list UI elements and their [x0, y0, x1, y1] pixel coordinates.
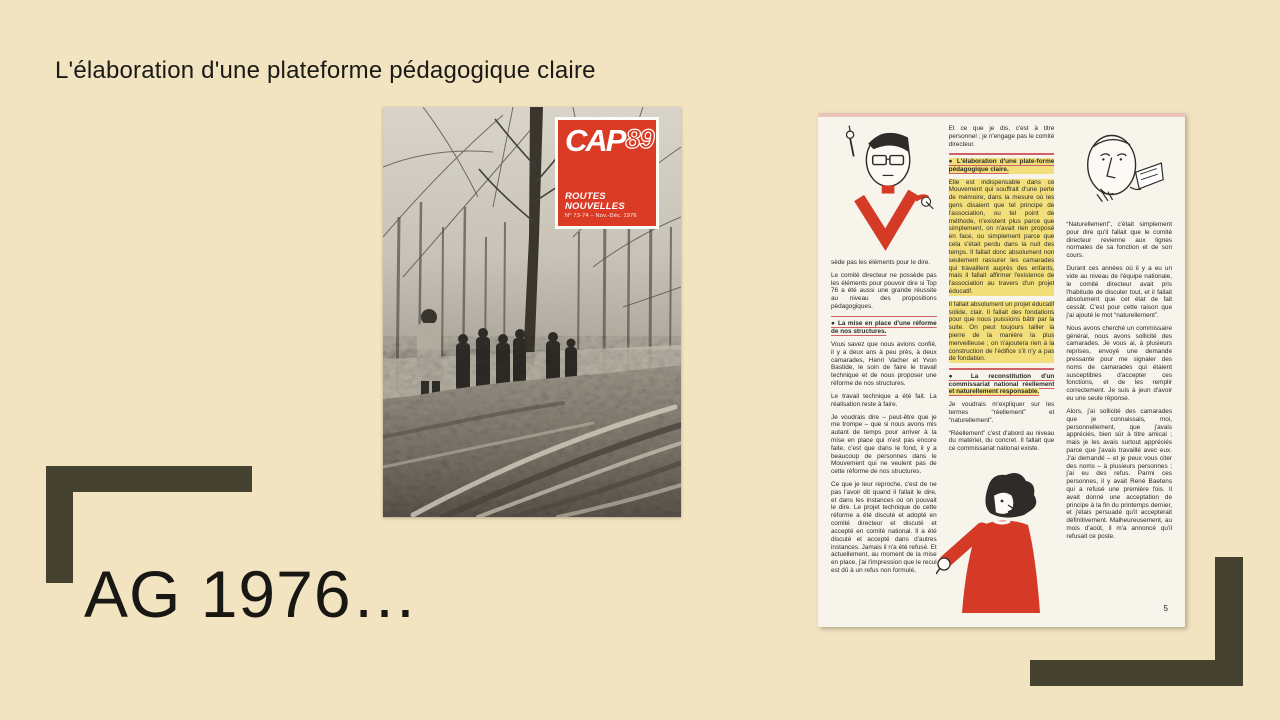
paragraph: Durant ces années où il y a eu un vide au niveau de l'équipe nationale, le comité directeur avait pris l'habitude de discuter tout, et il fallait absolument que cet état de fait cessât. C'est pour cette raison que j'ai ajouté le mot “naturellement”. [1066, 265, 1173, 319]
lecturer-cartoon-icon [832, 125, 936, 253]
paragraph: Vous savez que nous avions confié, il y a deux ans à peu près, à deux camarades, Henri Vacher et Yvon Bastide, le soin de faire le travail technique et de nous proposer une réforme de nos structures. [831, 341, 937, 388]
thinker-cartoon-icon [1073, 125, 1165, 215]
bottom-right-bracket-horizontal [1030, 660, 1243, 686]
bottom-left-bracket-vertical [46, 466, 73, 583]
paragraph: Le travail technique a été fait. La réalisation reste à faire. [831, 392, 937, 408]
paragraph: Alors, j'ai sollicité des camarades que je connaissais, moi, personnellement, que j'avais appréciés, bien sûr à titre amical ; mais je les avais surtout appréciés parce que j'avais travaillé avec eux. J'ai demandé – et je peux vous citer des noms – à plusieurs personnes ; j'ai eu des refus. Parmi ces personnes, il y avait René Baetens qui a refusé une première fois. Il avait donné une acceptation de principe à la fin du printemps dernier, et j'étais persuadé qu'il accepterait définitivement. Malheureusement, au mois d'août, il m'a annoncé qu'il refusait ce poste. [1066, 407, 1173, 540]
pointer-cartoon [936, 465, 1058, 617]
page-column-1 [831, 125, 937, 617]
heading-part-highlighted: et naturellement responsable. [948, 388, 1040, 396]
bottom-right-bracket-vertical [1215, 557, 1243, 686]
highlighted-paragraph: Elle est indispensable dans ce Mouvement qui souffrait d'une perte de mémoire, dans la mesure où les gens disaient que tel principe de l'association, ou tel point de méthode, n'existent plus parce que simplement, on n'avait rien proposé en face, ou simplement parce que cela s'était perdu dans la nuit des temps. Il fallait donc absolument non seulement rassurer les camarades qui travaillent auprès des enfants, mais il fallait affirmer l'existence de l'association au travers d'un projet éducatif. [948, 178, 1055, 295]
footer-caption: AG 1976… [84, 557, 419, 631]
page-number: 5 [1163, 604, 1168, 613]
heading-rule [949, 153, 1055, 155]
paragraph: Je voudrais dire – peut-être que je me trompe – que si nous avons mis autant de temps pour arriver à la mise en place qui n'est pas encore faite, c'est que dans le fond, il y a beaucoup de personnes dans le Mouvement qui ne veulent pas de cette réforme de nos structures. [831, 413, 937, 476]
slide-title: L'élaboration d'une plateforme pédagogique claire [55, 57, 596, 84]
pointer-cartoon-icon [936, 465, 1058, 617]
page-column-3 [1066, 125, 1172, 617]
logo-name: CAP [565, 123, 625, 158]
bottom-left-bracket-horizontal [46, 466, 252, 492]
section-heading-highlighted: ● L'élaboration d'une plate-forme pédagogique claire. [948, 157, 1055, 173]
cap89-logo [555, 117, 659, 229]
paragraph: “Naturellement”, c'était simplement pour dire qu'il fallait que le comité directeur revienne aux lignes normales de sa fonction et de son cours. [1066, 221, 1173, 260]
paragraph: Ce que je leur reproche, c'est de ne pas l'avoir dit quand il fallait le dire, et dans les instances où on pouvait le dire. Le projet technique de cette réforme a été discuté et adopté en comité directeur et discuté et accepté en comité national. Il a été discuté et accepté dans d'autres instances. Jamais il n'a été refusé. Et actuellement, au moment de la mise en place, j'ai l'impression que le recul est dû à un refus non formulé, [831, 481, 937, 574]
page-scan-edge [818, 113, 1185, 117]
section-heading-split [949, 373, 1055, 396]
heading-rule [831, 316, 937, 318]
paragraph: sède pas les éléments pour le dire. [831, 259, 931, 266]
paragraph: Le comité directeur ne possède pas les éléments pour pouvoir dire si Top 76 a été aussi une grande réussite au niveau des propositions pédagogiques. [831, 271, 937, 311]
highlighted-paragraph: Il fallait absolument un projet éducatif solide, clair. Il fallait des fondations pour que nous puissions bâtir par la suite. On peut toujours tailler la pierre de la manière la plus merveilleuse ; on n'ajoutera rien à la construction de l'édifice s'il n'y a pas de fondation. [948, 300, 1055, 363]
logo-issue: N° 73-74 – Nov.-Déc. 1976 [565, 213, 637, 219]
paragraph: “Réellement” c'est d'abord au niveau du matériel, du concret. Il fallait que ce commissariat national existe. [948, 429, 1055, 453]
paragraph: Je voudrais m'expliquer sur les termes “réellement” et “naturellement”. [948, 401, 1055, 424]
magazine-page-scan [818, 113, 1185, 627]
paragraph: Et ce que je dis, c'est à titre personnel ; je n'engage pas le comité directeur. [948, 125, 1055, 148]
heading-rule [949, 368, 1055, 370]
logo-subtitle: ROUTES NOUVELLES [565, 191, 625, 212]
magazine-cover-image [383, 107, 681, 517]
logo-number: 89 [625, 124, 654, 154]
section-heading: ● La mise en place d'une réforme de nos structures. [831, 320, 937, 336]
paragraph: Nous avons cherché un commissaire général, nous avons sollicité des camarades. Je vous ai, à plusieurs reprises, envoyé une demande pressante pour me signaler des noms de camarades qui étaient susceptibles d'accepter ces fonctions, et de les remplir correctement. Je suis à jeun d'avoir eu une seule réponse. [1066, 324, 1173, 403]
heading-part: ● La reconstitution d'un commissariat national réellement [948, 372, 1055, 388]
